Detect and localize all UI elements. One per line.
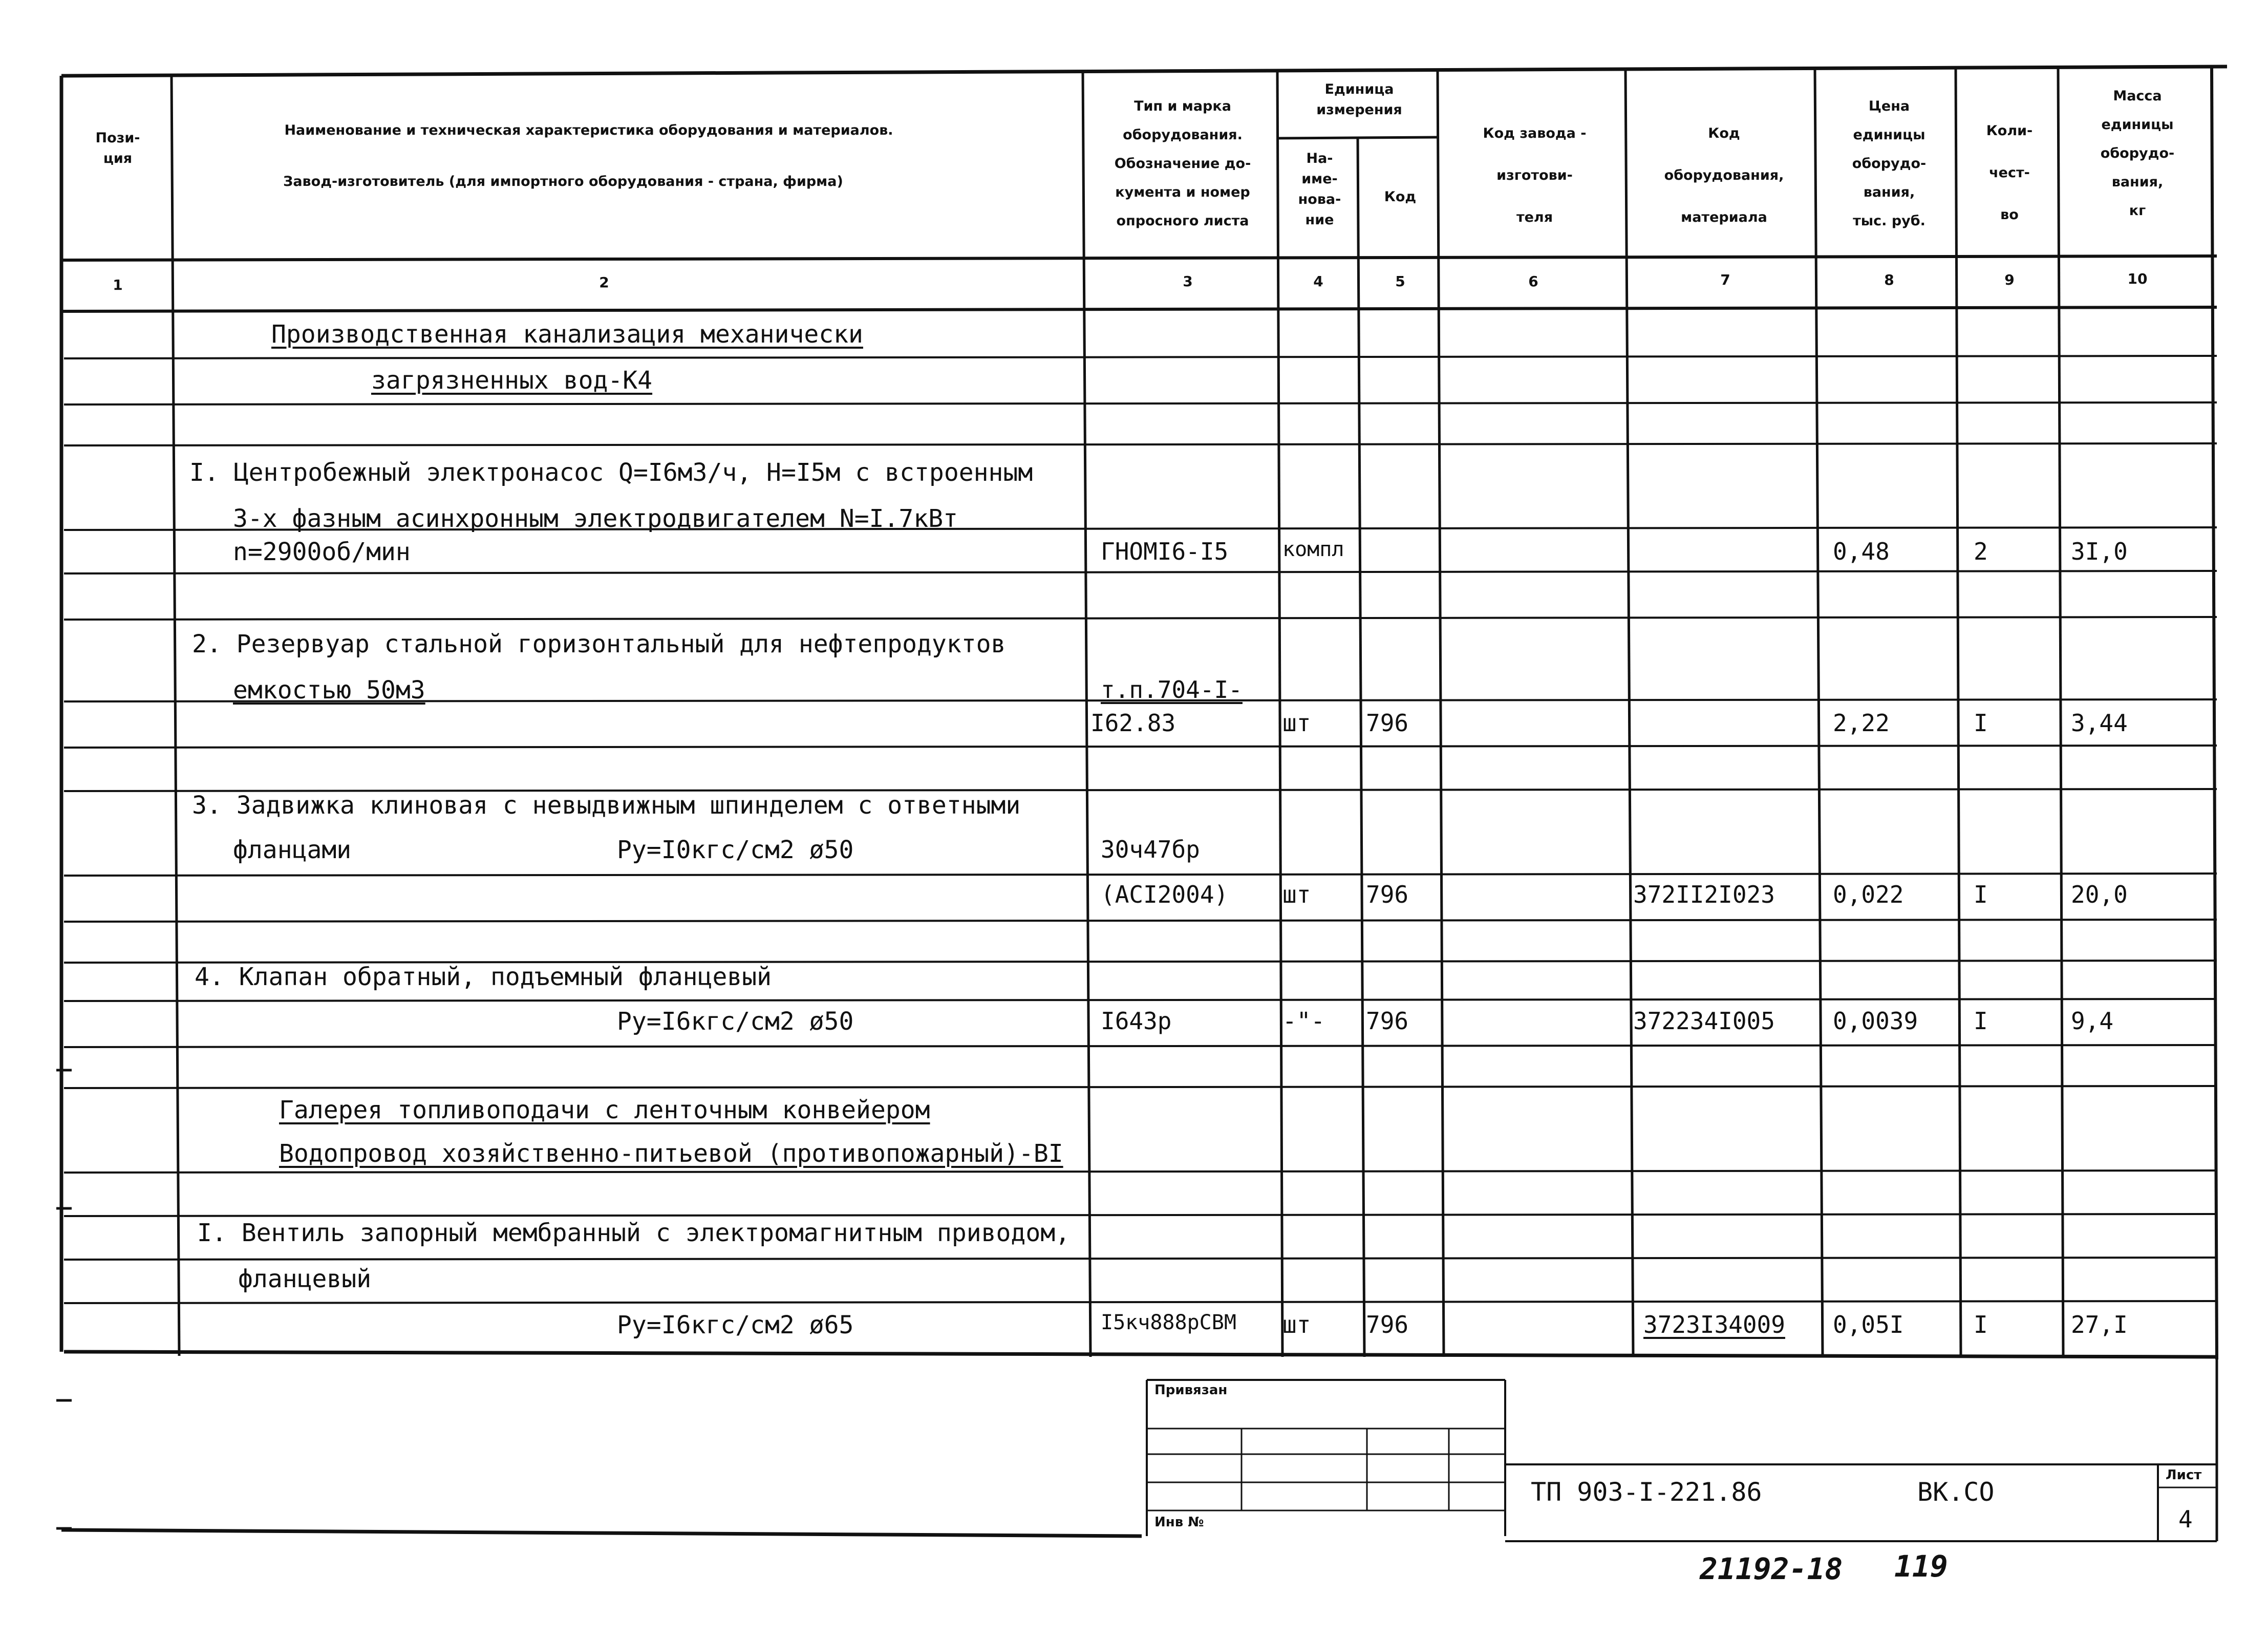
stamp-doc-code: ТП 903-I-221.86: [1531, 1477, 1762, 1507]
item4-mass: 9,4: [2071, 1007, 2114, 1035]
item5-code: 796: [1366, 1311, 1409, 1338]
item2-line1: 2. Резервуар стальной горизонтальный для нефтепродуктов: [192, 630, 1006, 658]
item3-type-1: 30ч47бр: [1101, 836, 1200, 863]
header-unit: Единица измерения: [1316, 81, 1402, 118]
section-title-gallery: Галерея топливоподачи с ленточным конвейером: [279, 1096, 930, 1124]
item1-price: 0,48: [1833, 538, 1890, 565]
item5-type: I5кч888рСВМ: [1101, 1311, 1236, 1334]
item1-mass: 3I,0: [2071, 538, 2128, 565]
stamp-doc-mark: ВК.СО: [1917, 1477, 1995, 1507]
header-type: Тип и марка оборудования. Обозначение до- кумента и номер опросного листа: [1114, 98, 1251, 229]
header-unit-code: Код: [1384, 189, 1417, 205]
item2-unit: шт: [1282, 709, 1311, 737]
header-mass: Масса единицы оборудо- вания, кг: [2100, 88, 2175, 219]
item3-line2b: Ру=I0кгс/см2 ø50: [617, 836, 854, 864]
item4-unit: -"-: [1282, 1007, 1325, 1035]
page-number: 119: [1894, 1549, 1948, 1584]
item2-line2: емкостью 50м3: [233, 676, 425, 705]
item5-price: 0,05I: [1833, 1311, 1904, 1338]
col-number-5: 5: [1395, 273, 1405, 290]
item4-line1: 4. Клапан обратный, подъемный фланцевый: [195, 963, 772, 991]
stamp-sheet-number: 4: [2178, 1505, 2193, 1533]
item5-line1: I. Вентиль запорный мембранный с электромагнитным приводом,: [197, 1219, 1071, 1247]
header-factory-code: Код завода - изготови- теля: [1483, 125, 1587, 225]
header-equipment-code: Код оборудования, материала: [1664, 125, 1784, 225]
item1-line2: 3-х фазным асинхронным электродвигателем N=I.7кВт: [233, 504, 958, 533]
item3-code: 796: [1366, 881, 1409, 908]
item4-qty: I: [1974, 1007, 1988, 1035]
item5-line3: Ру=I6кгс/см2 ø65: [617, 1311, 854, 1339]
col-number-8: 8: [1884, 271, 1894, 288]
item3-equip-code: 372II2I023: [1633, 881, 1775, 908]
item1-line3: n=2900об/мин: [233, 538, 411, 566]
item5-qty: I: [1974, 1311, 1988, 1338]
item2-type-2: I62.83: [1090, 709, 1176, 737]
header-quantity: Коли- чест- во: [1986, 123, 2033, 223]
item1-unit: компл: [1282, 538, 1344, 561]
item1-line1: I. Центробежный электронасос Q=I6м3/ч, H=I5м с встроенным: [189, 458, 1033, 487]
item4-price: 0,0039: [1833, 1007, 1918, 1035]
header-manufacturer: Завод-изготовитель (для импортного оборудования - страна, фирма): [283, 174, 843, 189]
item3-line1: 3. Задвижка клиновая с невыдвижным шпинделем с ответными: [192, 791, 1021, 820]
item5-line2: фланцевый: [238, 1265, 372, 1293]
section-title-water: Водопровод хозяйственно-питьевой (противопожарный)-BI: [279, 1139, 1063, 1168]
item3-price: 0,022: [1833, 881, 1904, 908]
col-number-2: 2: [599, 274, 609, 291]
item4-code: 796: [1366, 1007, 1409, 1035]
item3-qty: I: [1974, 881, 1988, 908]
col-number-6: 6: [1528, 273, 1538, 290]
stamp-sheet-label: Лист: [2166, 1467, 2202, 1483]
item2-mass: 3,44: [2071, 709, 2128, 737]
archive-number: 21192-18: [1700, 1551, 1843, 1586]
item1-qty: 2: [1974, 538, 1988, 565]
section-title-sewer-2: загрязненных вод-К4: [371, 366, 653, 395]
col-number-10: 10: [2127, 270, 2148, 287]
section-title-sewer: Производственная канализация механически: [271, 320, 863, 349]
item2-code: 796: [1366, 709, 1409, 737]
header-unit-name: На- име- нова- ние: [1298, 151, 1341, 228]
item2-type-1: т.п.704-I-: [1101, 676, 1243, 704]
header-price: Цена единицы оборудо- вания, тыс. руб.: [1852, 98, 1927, 229]
item2-price: 2,22: [1833, 709, 1890, 737]
header-position: Пози- ция: [95, 130, 140, 166]
item2-qty: I: [1974, 709, 1988, 737]
col-number-9: 9: [2004, 271, 2015, 288]
item1-type: ГНОМI6-I5: [1101, 538, 1229, 565]
item3-mass: 20,0: [2071, 881, 2128, 908]
item3-type-2: (АСI2004): [1101, 881, 1229, 908]
stamp-attached-label: Привязан: [1154, 1382, 1228, 1398]
col-number-7: 7: [1720, 271, 1730, 288]
col-number-1: 1: [113, 276, 123, 293]
col-number-4: 4: [1313, 273, 1323, 290]
header-name: Наименование и техническая характеристика оборудования и материалов.: [284, 122, 893, 138]
col-number-3: 3: [1183, 273, 1193, 290]
stamp-inv-label: Инв №: [1154, 1515, 1204, 1530]
item3-line2a: фланцами: [233, 836, 352, 864]
item4-type: I643р: [1101, 1007, 1172, 1035]
item5-equip-code: 3723I34009: [1643, 1311, 1785, 1338]
item4-equip-code: 372234I005: [1633, 1007, 1775, 1035]
item4-line2: Ру=I6кгс/см2 ø50: [617, 1007, 854, 1036]
item5-mass: 27,I: [2071, 1311, 2128, 1338]
item3-unit: шт: [1282, 881, 1311, 908]
item5-unit: шт: [1282, 1311, 1311, 1338]
